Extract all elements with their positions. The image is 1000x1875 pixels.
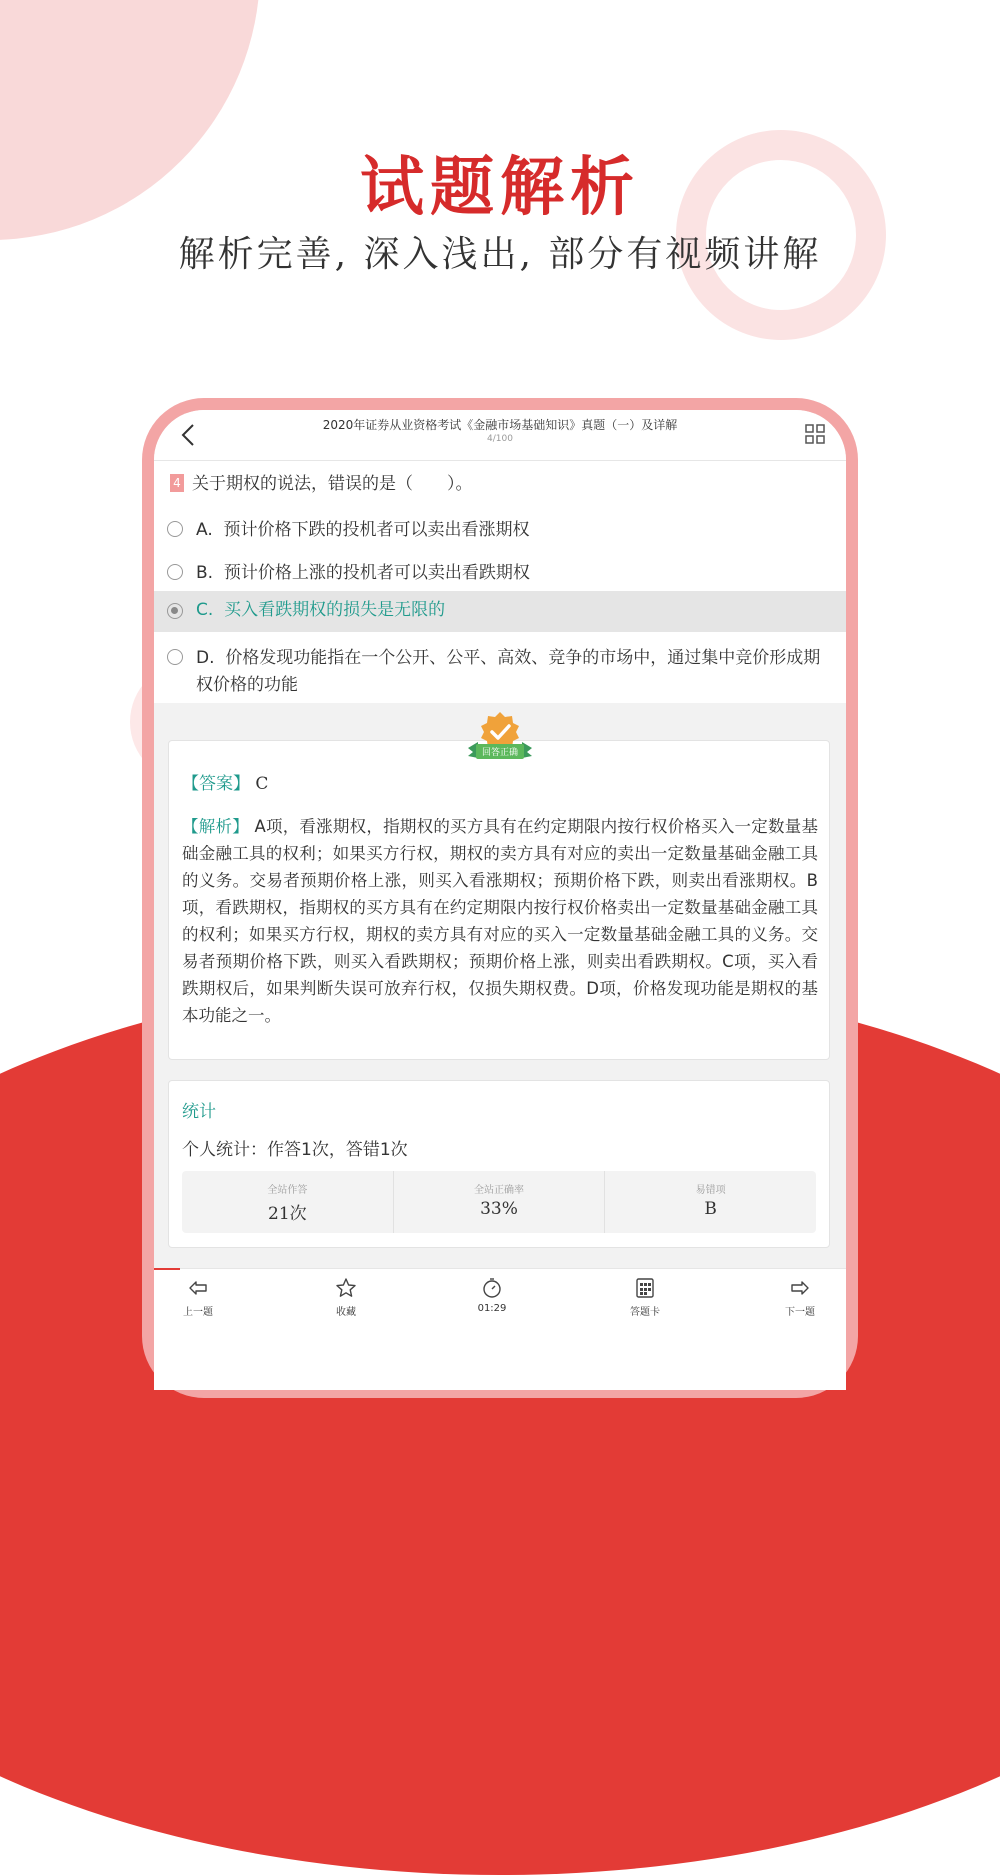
page-title: 2020年证券从业资格考试《金融市场基础知识》真题（一）及详解 xyxy=(322,418,678,432)
arrow-right-icon xyxy=(789,1277,811,1299)
hero-title: 试题解析 xyxy=(360,150,640,225)
tab-accent-line xyxy=(154,1268,180,1270)
star-icon xyxy=(335,1277,357,1299)
tab-favorite[interactable] xyxy=(306,1277,386,1318)
option-label: C. xyxy=(196,600,214,620)
stat-value: B xyxy=(704,1199,717,1219)
option-d[interactable] xyxy=(154,637,846,697)
personal-stats: 个人统计：作答1次，答错1次 xyxy=(182,1140,408,1160)
nav-bar xyxy=(154,410,846,461)
tab-answer-sheet[interactable] xyxy=(605,1277,685,1318)
tab-timer[interactable] xyxy=(452,1277,532,1314)
hero-subtitle: 解析完善, 深入浅出, 部分有视频讲解 xyxy=(178,234,822,275)
tab-label: 上一题 xyxy=(183,1307,213,1318)
stat-value: 21次 xyxy=(268,1204,307,1224)
question-area xyxy=(154,461,846,703)
question-progress: 4/100 xyxy=(487,434,513,444)
answer-line xyxy=(182,769,268,794)
stat-cell-accuracy xyxy=(393,1171,605,1233)
answer-sheet-icon xyxy=(634,1277,656,1299)
analysis-label: 【解析】 xyxy=(182,817,249,836)
timer-icon xyxy=(481,1277,503,1299)
radio-checked-icon[interactable] xyxy=(167,603,183,619)
radio-icon[interactable] xyxy=(167,564,183,580)
tab-label: 答题卡 xyxy=(630,1307,660,1318)
stats-title: 统计 xyxy=(182,1102,216,1122)
option-c-selected[interactable] xyxy=(154,591,846,632)
option-text: 买入看跌期权的损失是无限的 xyxy=(224,600,446,620)
option-b[interactable] xyxy=(154,552,846,594)
option-text: 预计价格下跌的投机者可以卖出看涨期权 xyxy=(223,520,530,540)
bottom-tab-bar xyxy=(154,1268,846,1390)
option-label: A. xyxy=(196,520,213,540)
app-screen xyxy=(154,410,846,1390)
answer-value: C xyxy=(255,774,269,794)
question-number: 4 xyxy=(170,474,184,492)
arrow-left-icon xyxy=(187,1277,209,1299)
question-text: 关于期权的说法，错误的是（ ）。 xyxy=(192,474,473,494)
answer-card xyxy=(168,740,830,1060)
radio-icon[interactable] xyxy=(167,649,183,665)
option-label: D. xyxy=(196,648,215,668)
chevron-left-icon[interactable] xyxy=(174,420,204,450)
option-text: 预计价格上涨的投机者可以卖出看跌期权 xyxy=(223,563,530,583)
stats-card xyxy=(168,1080,830,1248)
option-a[interactable] xyxy=(154,509,846,551)
radio-icon[interactable] xyxy=(167,521,183,537)
stat-cell-common-wrong xyxy=(604,1171,816,1233)
analysis-text xyxy=(182,813,818,1029)
question-stem xyxy=(170,469,473,494)
tablet-frame xyxy=(142,398,858,1398)
correct-badge-icon xyxy=(462,712,538,768)
stat-label: 全站正确率 xyxy=(474,1185,524,1196)
analysis-body: A项，看涨期权，指期权的买方具有在约定期限内按行权价格买入一定数量基础金融工具的权利；如果买方行权，期权的卖方具有对应的卖出一定数量基础金融工具的义务。交易者预期价格上涨，则买入看涨期权；预期价格下跌，则卖出看涨期权。B项，看跌期权，指期权的买方具有在约定期限内按行权价格卖出一定数量基础金融工具的权利；如果买方行权，期权的卖方具有对应的买入一定数量基础金融工具的义务。交易者预期价格下跌，则买入看跌期权；预期价格上涨，则卖出看跌期权。C项，买入看跌期权后，如果判断失误可放弃行权，仅损失期权费。D项，价格发现功能是期权的基本功能之一。 xyxy=(182,817,818,1025)
option-label: B. xyxy=(196,563,214,583)
tab-previous[interactable] xyxy=(158,1277,238,1318)
tab-label: 下一题 xyxy=(785,1307,815,1318)
stat-label: 易错项 xyxy=(695,1185,726,1196)
grid-icon[interactable] xyxy=(804,423,826,445)
tab-next[interactable] xyxy=(760,1277,840,1318)
badge-text: 回答正确 xyxy=(481,748,519,758)
tab-label: 收藏 xyxy=(336,1307,356,1318)
stat-cell-total-answers xyxy=(182,1171,393,1233)
option-text: 价格发现功能指在一个公开、公平、高效、竞争的市场中，通过集中竞价形成期权价格的功能 xyxy=(196,648,821,695)
stat-label: 全站作答 xyxy=(267,1185,308,1196)
answer-label: 【答案】 xyxy=(182,774,250,794)
stat-value: 33% xyxy=(480,1199,518,1219)
site-stats-table xyxy=(182,1171,816,1233)
timer-value: 01:29 xyxy=(477,1303,507,1314)
